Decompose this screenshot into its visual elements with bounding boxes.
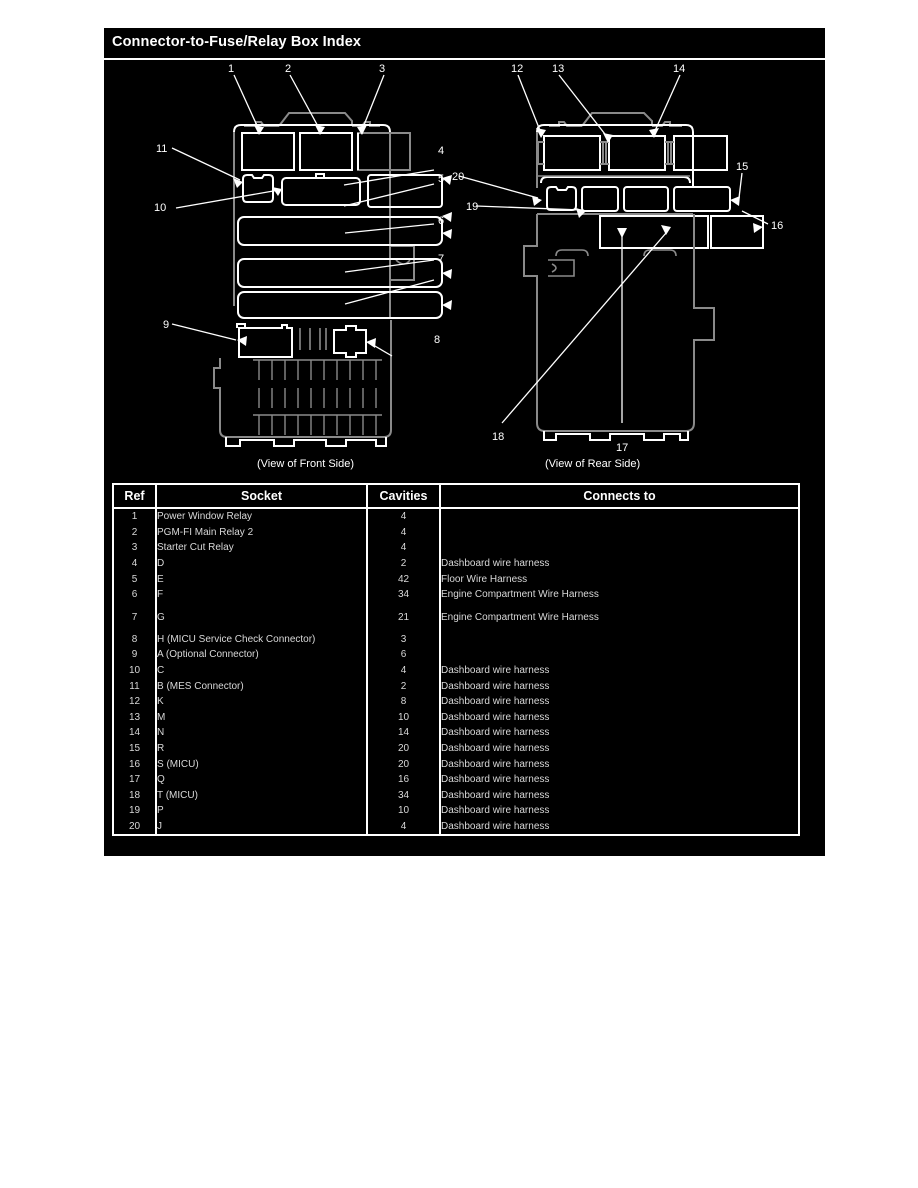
callout-11: 11 <box>156 143 168 155</box>
cell-ref: 6 <box>114 587 156 603</box>
connector-index-table <box>112 483 800 836</box>
table-row <box>114 556 798 572</box>
cell-socket: F <box>156 587 367 603</box>
table-row <box>114 587 798 603</box>
cell-ref: 13 <box>114 710 156 726</box>
cell-cavities: 4 <box>367 819 440 835</box>
rear-connector-m <box>609 136 665 170</box>
callout-15: 15 <box>736 161 749 173</box>
front-view-caption: (View of Front Side) <box>257 458 355 470</box>
cell-ref: 20 <box>114 819 156 835</box>
callout-18: 18 <box>492 431 505 443</box>
cell-socket: Starter Cut Relay <box>156 540 367 556</box>
cell-socket: K <box>156 694 367 710</box>
table-row <box>114 772 798 788</box>
cell-cavities: 4 <box>367 663 440 679</box>
cell-connects <box>440 632 798 648</box>
cell-cavities: 10 <box>367 710 440 726</box>
cell-socket: Q <box>156 772 367 788</box>
table-body <box>114 508 798 834</box>
cell-connects: Dashboard wire harness <box>441 727 550 739</box>
column-header-ref: Ref <box>114 485 156 508</box>
callout-16: 16 <box>771 220 784 232</box>
rear-connector-j <box>547 187 576 210</box>
cell-cavities: 4 <box>367 525 440 541</box>
cell-connects <box>440 540 798 556</box>
cell-ref: 5 <box>114 571 156 587</box>
cell-socket: T (MICU) <box>156 788 367 804</box>
cell-cavities: 2 <box>367 678 440 694</box>
table-row <box>114 508 798 525</box>
table-header-row <box>114 485 798 508</box>
column-header-cavities: Cavities <box>367 485 440 508</box>
callout-17: 17 <box>616 442 629 454</box>
connector-e <box>238 215 445 245</box>
rear-connector-small <box>624 187 668 211</box>
relay-socket-1 <box>242 133 294 170</box>
cell-connects: Floor Wire Harness <box>441 573 528 585</box>
table-row <box>114 756 798 772</box>
rear-connector-n <box>674 136 727 170</box>
callout-12: 12 <box>511 63 524 75</box>
table-row <box>114 540 798 556</box>
cell-socket: D <box>156 556 367 572</box>
cell-connects: Dashboard wire harness <box>441 774 550 786</box>
cell-ref: 19 <box>114 803 156 819</box>
fuse-slot-grid <box>253 360 382 435</box>
cell-socket: C <box>156 663 367 679</box>
cell-cavities: 3 <box>367 632 440 648</box>
cell-socket: Power Window Relay <box>156 508 367 525</box>
cell-ref: 4 <box>114 556 156 572</box>
cell-ref: 14 <box>114 725 156 741</box>
cell-connects <box>440 508 798 525</box>
table-row <box>114 725 798 741</box>
cell-ref: 15 <box>114 741 156 757</box>
callout-8: 8 <box>434 334 441 346</box>
cell-ref: 1 <box>114 508 156 525</box>
cell-ref: 11 <box>114 678 156 694</box>
cell-ref: 12 <box>114 694 156 710</box>
cell-ref: 17 <box>114 772 156 788</box>
cell-cavities: 21 <box>367 603 440 632</box>
cell-connects <box>440 525 798 541</box>
cell-cavities: 4 <box>367 540 440 556</box>
cell-cavities: 34 <box>367 587 440 603</box>
callout-3: 3 <box>379 63 386 75</box>
connector-c <box>282 178 360 205</box>
cell-connects: Dashboard wire harness <box>441 680 550 692</box>
callout-6: 6 <box>438 215 445 227</box>
cell-cavities: 20 <box>367 741 440 757</box>
callout-2: 2 <box>285 63 292 75</box>
cell-socket: J <box>156 819 367 835</box>
cell-ref: 16 <box>114 756 156 772</box>
connector-g <box>238 292 442 318</box>
cell-socket: P <box>156 803 367 819</box>
cell-socket: N <box>156 725 367 741</box>
callout-20: 20 <box>452 171 465 183</box>
cell-cavities: 20 <box>367 756 440 772</box>
cell-socket: S (MICU) <box>156 756 367 772</box>
table-row <box>114 603 798 632</box>
cell-connects: Dashboard wire harness <box>441 820 550 832</box>
fuse-relay-box-diagrams <box>104 28 825 478</box>
cell-cavities: 10 <box>367 803 440 819</box>
table-row <box>114 710 798 726</box>
table-row <box>114 819 798 835</box>
cell-ref: 10 <box>114 663 156 679</box>
cell-socket: H (MICU Service Check Connector) <box>156 632 367 648</box>
connector-b-mes <box>243 175 273 202</box>
rear-view-diagram <box>452 63 783 454</box>
cell-cavities: 2 <box>367 556 440 572</box>
table-row <box>114 694 798 710</box>
callout-4: 4 <box>438 145 445 157</box>
figure-panel <box>104 28 825 856</box>
cell-cavities: 8 <box>367 694 440 710</box>
cell-socket: PGM-FI Main Relay 2 <box>156 525 367 541</box>
cell-cavities: 34 <box>367 788 440 804</box>
cell-ref: 8 <box>114 632 156 648</box>
cell-ref: 7 <box>114 603 156 632</box>
front-view-diagram <box>154 63 452 446</box>
cell-cavities: 16 <box>367 772 440 788</box>
cell-socket: B (MES Connector) <box>156 678 367 694</box>
rear-connector-k <box>544 136 600 170</box>
page-title: Connector-to-Fuse/Relay Box Index <box>112 34 362 50</box>
relay-socket-2 <box>300 133 352 170</box>
table-row <box>114 678 798 694</box>
cell-ref: 2 <box>114 525 156 541</box>
callout-10: 10 <box>154 202 167 214</box>
cell-connects: Engine Compartment Wire Harness <box>441 611 599 623</box>
callout-5: 5 <box>438 173 445 185</box>
cell-connects: Dashboard wire harness <box>441 558 550 570</box>
callout-1: 1 <box>228 63 235 75</box>
callout-7: 7 <box>438 253 445 265</box>
cell-connects: Dashboard wire harness <box>441 711 550 723</box>
cell-connects <box>440 647 798 663</box>
front-leader-lines <box>172 75 434 356</box>
table-row <box>114 632 798 648</box>
table-row <box>114 663 798 679</box>
connector-a-optional <box>239 325 292 357</box>
front-arrowheads <box>237 125 452 348</box>
callout-9: 9 <box>163 319 170 331</box>
cell-ref: 3 <box>114 540 156 556</box>
column-header-connects: Connects to <box>440 485 798 508</box>
cell-connects: Dashboard wire harness <box>441 743 550 755</box>
relay-socket-3 <box>358 133 410 170</box>
cell-cavities: 6 <box>367 647 440 663</box>
cell-socket: E <box>156 571 367 587</box>
cell-socket: R <box>156 741 367 757</box>
rear-connector-t-micu <box>600 216 708 248</box>
cell-connects: Dashboard wire harness <box>441 665 550 677</box>
cell-socket: G <box>156 603 367 632</box>
table-row <box>114 803 798 819</box>
cell-cavities: 14 <box>367 725 440 741</box>
cell-connects: Dashboard wire harness <box>441 696 550 708</box>
cell-socket: A (Optional Connector) <box>156 647 367 663</box>
cell-socket: M <box>156 710 367 726</box>
table-row <box>114 741 798 757</box>
table-row <box>114 525 798 541</box>
table-row <box>114 647 798 663</box>
callout-14: 14 <box>673 63 686 75</box>
rear-view-caption: (View of Rear Side) <box>545 458 641 470</box>
callout-19: 19 <box>466 201 479 213</box>
cell-ref: 18 <box>114 788 156 804</box>
table-row <box>114 788 798 804</box>
rear-connector-p <box>582 187 618 211</box>
column-header-socket: Socket <box>156 485 367 508</box>
cell-cavities: 42 <box>367 571 440 587</box>
cell-connects: Dashboard wire harness <box>441 789 550 801</box>
cell-ref: 9 <box>114 647 156 663</box>
connector-h-micu <box>334 326 366 357</box>
cell-connects: Dashboard wire harness <box>441 805 550 817</box>
cell-connects: Engine Compartment Wire Harness <box>441 589 599 601</box>
rear-arrowheads <box>532 128 763 238</box>
callout-13: 13 <box>552 63 565 75</box>
cell-cavities: 4 <box>367 508 440 525</box>
cell-connects: Dashboard wire harness <box>441 758 550 770</box>
table-row <box>114 571 798 587</box>
rear-connector-r <box>674 187 730 211</box>
